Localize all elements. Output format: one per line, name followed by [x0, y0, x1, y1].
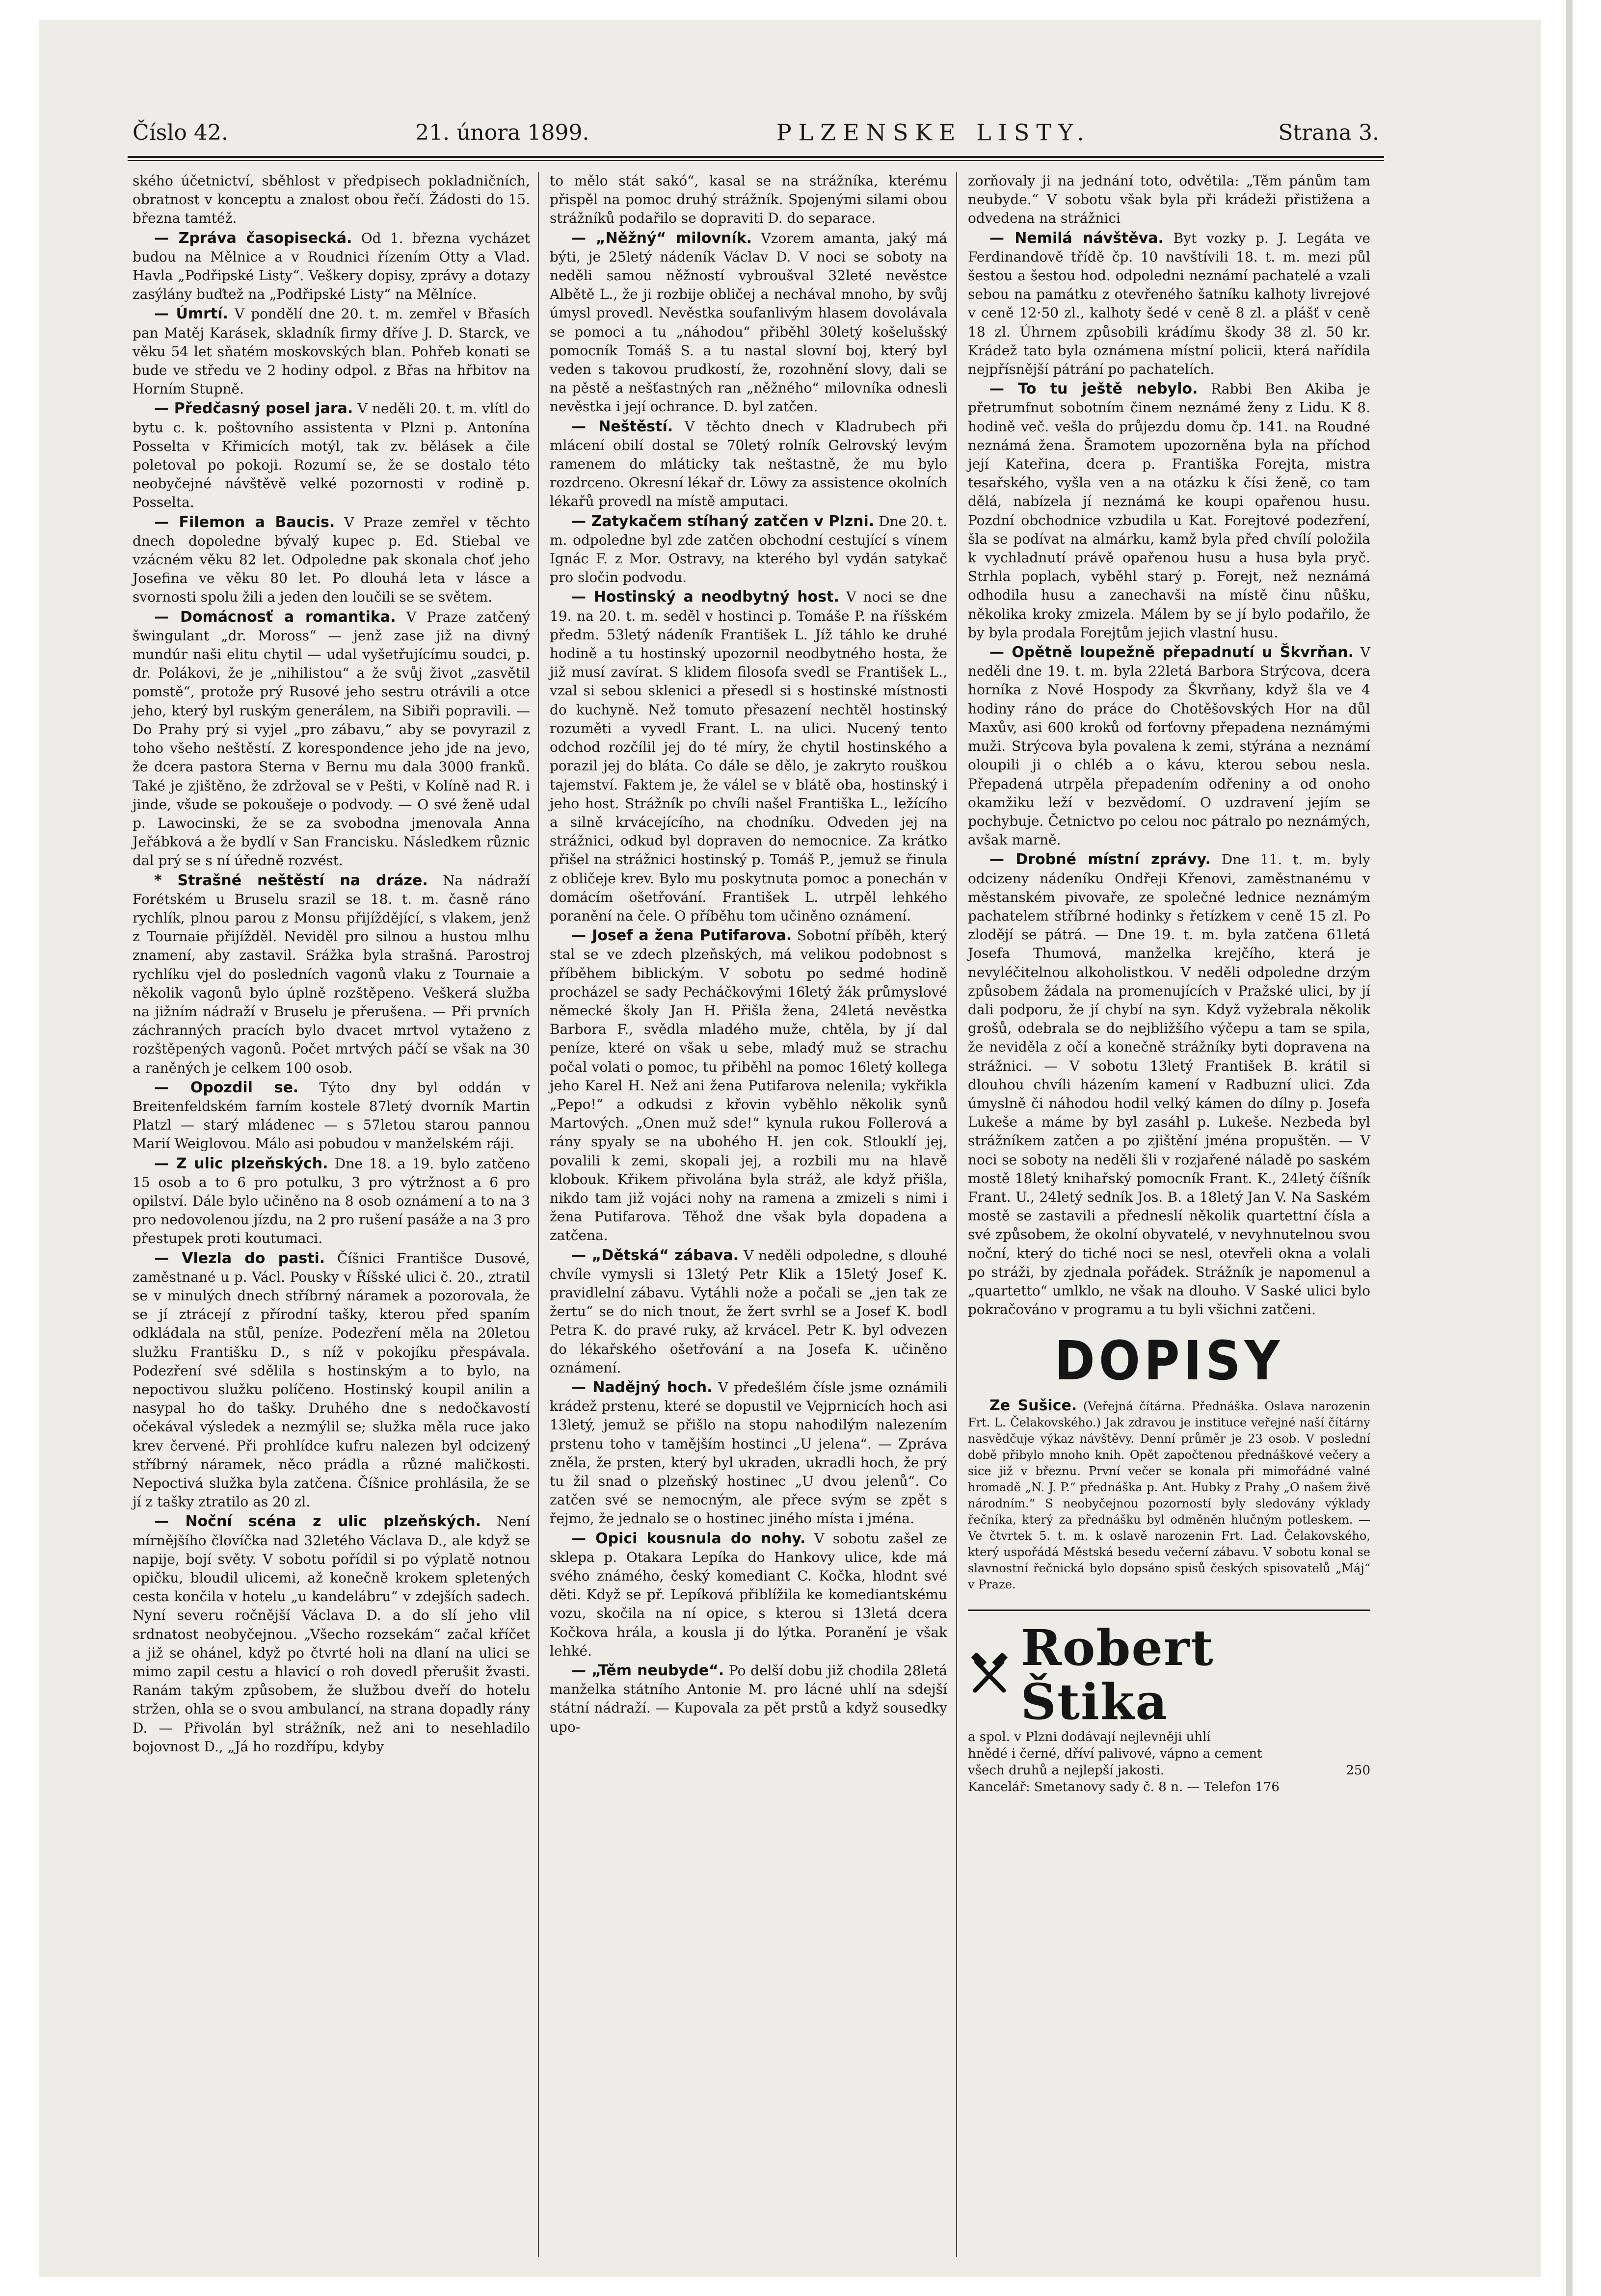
ad-line-2: hnědé i černé, dříví palivové, vápno a cement — [968, 1746, 1262, 1762]
issue-date: 21. února 1899. — [415, 120, 589, 145]
article — [550, 512, 947, 587]
article-text: Sobotní příběh, který stal se ve zdech plzeňských, má velikou podobnost s příběhem biblickým. V sobotu po sedmé hodině procházel se sady Pecháčkovými 16letý žák průmyslové německé školy Jan H. Přišla žena, 24letá nevěstka Barbora F., svědla mladého muže, chtěla, by jí dal peníze, které on však u sebe, mladý muž se strachu počal volati o pomoc, tu přiběhl na pomoc 16letý kollega jeho Karel H. Než ani žena Putifarova nelenila; vykřikla „Pepo!“ a odkudsi z křovin vyběhlo několik synů Martových. „Onen muž sde!“ kynula rukou Follerová a rány spyaly se na ubohého H. jen cok. Stlouklí jej, povalili k zemi, skopali jej, a rozbili mu na hlavě klobouk. Křikem přivolána byla stráž, ale když přišla, nikdo tam již vojáci nohy na ramena a zmizeli s nimi i žena Putifarova. Těhož dne však byla dopadena a zatčena. — [550, 927, 948, 1244]
article — [550, 1246, 947, 1377]
article-text: Číšnici Františce Dusové, zaměstnané u p. Václ. Pousky v Říšské ulici č. 20., ztratil se v minulých dnech stříbrný náramek a pozorovala, že se jí ztrácejí z přírodní tašky, kterou před spaním odkládala na stůl, peníze. Podezření měla na 20letou služku Františku D., s níž v pokojíku přespávala. Podezření své sdělila s hostinským a to bylo, na nepoctivou služku políčeno. Hostinský koupil anilin a nasypal ho do tašky. Druhého dne s nedočkavostí očekával výsledek a nezmýlil se; služka měla ruce jako krev červené. Při prohlídce kufru nalezen byl odcizený stříbrný náramek, něco prádla a různé maličkosti. Nepoctivá služka byla zatčena. Číšnice prohlásila, že se jí z tašky ztratilo as 20 zl. — [133, 1250, 530, 1510]
column-separator — [956, 172, 957, 2257]
ad-line-3-text: všech druhů a nejlepší jakosti. — [968, 1763, 1165, 1778]
article-text: Vzorem amanta, jaký má býti, je 25letý nádeník Václav D. V noci se soboty na neděli samou něžností vybroušval 32leté nevěstce Albětě L., že ji rozbije obličej a nechával mnoho, by svůj úmysl provedl. Nevěstka soufanlivým hlasem dovolávala se pomoci a tu „náhodou“ přiběhl 30letý košelušský pomocník Tomáš S. a tu nastal slovní boj, který byl veden s takovou prudkostí, že, rozohnění slovy, dali se na pěstě a nešťastných ran „něžného“ milovníka odnesli nevěstka i její ochrance. D. byl zatčen. — [550, 230, 947, 415]
article-text: Dne 11. t. m. byly odcizeny nádeníku Ondřeji Křenovi, zaměstnanému v městanském pivovaře, ze společné lednice neznámým pachatelem stříbrné hodinky s řetízkem v ceně 15 zl. Po zlodějí se pátrá. — Dne 19. t. m. byla zatčena 61letá Josefa Thumová, manželka krejčího, která je nevyléčitelnou alkoholistkou. V neděli odpoledne drzým způsobem žádala na promenujících v Pražské ulici, by jí dali podporu, že jí chybí na syn. Když vyžebrala několik grošů, odebrala se do nejbližšího výčepu a tam se spila, že neviděla z očí a konečně strážníky byti dopravena na strážnici. — V sobotu 13letý František B. krátil si dlouhou chvíli házením kamení v Radbuzní ulici. Zda úmyslně či náhodou hodil velký kámen do dílny p. Josefa Lukeše a máme by byl zasáhl p. Lukeše. Nezbeda byl strážníkem zatčen a po zjištění jména propuštěn. — V noci se soboty na neděli šli v rozjařené náladě po saském mostě 18letý knihařský pomocník Frant. K., 24letý číšník Frant. U., 24letý sedník Jos. B. a 18letý Jan V. Na Saském mostě se zastavili a předneslí několik quartettní čísla a své způsobem, že okolní obyvatelé, v nevyhnutelnou svou noční, který do tiché noci se nesl, otevřeli okna a volali po stráži, by zjednala pořádek. Strážník je napomenul a „quartetto“ umlklo, ne však na dlouho. V Saské ulici bylo pokračováno v programu a tu byli všichni zatčeni. — [968, 851, 1370, 1318]
article-text: Byt vozky p. J. Legáta ve Ferdinandově třídě čp. 10 navštívili 18. t. m. mezi půl šestou a šestou hod. odpoledni neznámí pachatelé a vzali sebou na památku z otevřeného šatníku kalhoty livrejové v ceně 12·50 zl., kalhoty šedé v ceně 8 zl. a plášť v ceně 18 zl. Úhrnem způsobili krádímu škody 38 zl. 50 kr. Krádež tato byla oznámena místní policii, která nařídila nejpřísnější pátrání po pachatelích. — [968, 230, 1370, 378]
section-title-dopisy: DOPISY — [1054, 1329, 1284, 1393]
article-text: Týto dny byl oddán v Breitenfeldském farním kostele 87letý dvorník Martin Platzl — starý mládenec — s 57letou starou pannou Marií Weiglovou. Málo asi pobudou v manželském ráji. — [133, 1079, 531, 1152]
article — [550, 926, 947, 1245]
article-headline: Ze Sušice. — [989, 1397, 1077, 1415]
article — [133, 1512, 530, 1756]
article — [133, 871, 530, 1078]
article-text: Po delší dobu již chodila 28letá manželka státního Antonie M. pro lácné uhlí na sdejší státní nádraží. — Kupovala za pět prstů a když sousedky upo- — [550, 1663, 947, 1735]
article-headline: — Z ulic plzeňských. — [154, 1155, 328, 1172]
article-text: Na nádraží Forétském u Bruselu srazil se 18. t. m. časně ráno rychlík, plnou parou z Monsu přijíždějící, s vlakem, jenž z Tournaie přijížděl. Neviděl pro silnou a hustou mlhu znamení, aby zastavil. Srážka byla strašná. Parostroj rychlíku vjel do posledních vagonů vlaku z Tournaie a několik vagonů bylo úplně rozštěpeno. Veškerá služba na jižním nádraží v Bruselu je přerušena. — Při prvních záchranných pracích bylo dvacet mrtvol vytaženo z rozštěpených vagonů. Počet mrtvých páčí se však na 30 a raněných je celkem 100 osob. — [133, 872, 531, 1076]
scan-edge — [1566, 0, 1573, 2296]
article-text: V těchto dnech v Kladrubech při mlácení obilí dostal se 70letý rolník Gelrovský levým ramenem do mláticky tak neštastně, že mu bylo rozdrceno. Okresní lékař dr. Löwy za assistence okolních lékařů provedl na místě amputaci. — [550, 418, 948, 510]
article-headline: — „Dětská“ zábava. — [571, 1246, 739, 1264]
ad-line-3 — [968, 1762, 1370, 1779]
article — [550, 588, 947, 925]
column-3-articles — [968, 172, 1370, 1593]
column-3 — [968, 172, 1370, 1795]
article-headline: — Opozdil se. — [154, 1079, 299, 1096]
masthead-title: PLZENSKE LISTY. — [776, 119, 1092, 146]
article-text: V Praze zatčený šwingulant „dr. Moross“ — jenž zase již na divný mundúr naši elitu chytil — udal vyšetřujícímu soudci, p. dr. Polákovi, že je „nihilistou“ a že svůj život „zasvětil pomstě“, protože prý Rusové jeho sestru otrávili a otce jeho, který byl ruským generálem, na Sibiři popravili. — Do Prahy prý si vyjel „pro zábavu,“ aby se povyrazil z toho všeho neštěstí. Z korespondence jeho jde na jevo, že dcera pastora Sterna v Bernu mu dala 3000 franků. Také je zjištěno, že zdržoval se v Pešti, v Kolíně nad R. i jinde, všude se pokoušeje o podvody. — O své ženě udal p. Lawocinski, že se za svobodna jmenovala Anna Jeřábková a že bydlí v San Francisku. Následkem různic dal prý se s ní úředně rozvést. — [133, 608, 530, 869]
article-text: Od 1. března vycházet budou na Mělnice a v Roudnici řízením Otty a Vlad. Havla „Podřipské Listy“. Veškery dopisy, zprávy a dotazy zasýlány buďtež na „Podřipské Listy“ na Mělníce. — [133, 230, 530, 303]
article-text: V sobotu zašel ze sklepa p. Otakara Lepíka do Hankovy ulice, kde má svého známého, český komediant C. Kočka, hlodnt své děti. Když se př. Lepíková přiblížila ke komediantskému vozu, skočila na ní opice, s kterou si 13letá dcera Kočkova hrála, a kousla ji do lýtka. Poranění je však lehké. — [550, 1530, 947, 1659]
article-text: zorňovaly ji na jednání toto, odvětila: „Těm pánům tam neubyde.“ V sobotu však byla při krádeži přistižena a odvedena na strážnici — [968, 173, 1370, 227]
article-text: (Veřejná čítárna. Přednáška. Oslava narozenin Frt. L. Čelakovského.) Jak zdravou je instituce veřejné naší čítárny nasvědčuje výkaz návštěvy. Denní průměr je 23 osob. V poslední době přibylo mnoho knih. Opět započtenou přednáškové večery a sice již v březnu. První večer se konala při mimořádné valné hromadě „N. J. P.“ přednáška p. Ant. Hubky z Prahy „O našem živě národním.“ S neobyčejnou pozorností byly sledovány výklady řečníka, který za přednášku byl odměněn hlučným potleskem. — Ve čtvrtek 5. t. m. k oslavě narozenin Frt. Lad. Čelakovského, který uspořádá Městská besedu večerní zábavu. V sobotu konal se slavnostní řečnická bylo dopsáno spisů českých spisovatelů „Máj“ v Praze. — [968, 1399, 1370, 1592]
ad-line-1: a spol. v Plzni dodávají nejlevněji uhlí — [968, 1730, 1211, 1745]
article-headline: — Úmrtí. — [154, 305, 228, 323]
header-rule — [128, 156, 1384, 158]
article-headline: — Domácnosť a romantika. — [154, 608, 396, 626]
article — [133, 608, 530, 871]
article — [133, 1249, 530, 1512]
article — [968, 229, 1370, 379]
article — [550, 1530, 947, 1661]
article-headline: — Zpráva časopisecká. — [154, 229, 352, 247]
article-headline: — Vlezla do pasti. — [154, 1249, 325, 1267]
article-headline: — Neštěstí. — [571, 418, 673, 435]
advertisement — [968, 1610, 1370, 1795]
article — [550, 1378, 947, 1529]
header-rule-thin — [128, 160, 1384, 161]
article — [133, 172, 530, 228]
article-headline: * Strašné neštěstí na dráze. — [154, 871, 428, 889]
ad-code: 250 — [1346, 1763, 1370, 1778]
article — [968, 850, 1370, 1319]
ad-company-name: Robert Štika — [1020, 1619, 1214, 1731]
article — [550, 172, 947, 228]
article — [133, 513, 530, 607]
article-headline: — Hostinský a neodbytný host. — [571, 588, 839, 606]
article-headline: — „Něžný“ milovník. — [571, 229, 752, 247]
article — [133, 229, 530, 304]
article-text: V neděli dne 19. t. m. byla 22letá Barbora Strýcova, dcera horníka z Nové Hospody za Škvrňany, když šla ve 4 hodiny ráno do práce do Chotěšovských Hor na důl Maxův, asi 600 kroků od forťovny přepadena neznámými muži. Strýcova byla povalena k zemi, stýrána a neznámí oloupili ji o chléb a o kávu, kterou sebou nesla. Přepadená utrpěla přepadením odřeniny a od onoho okamžiku leží v bezvědomí. O uzdravení jejím se pochybuje. Četnictvo po celou noc pátralo po neznámých, avšak marně. — [968, 644, 1370, 848]
article-text: to mělo stát sakó“, kasal se na strážníka, kterému přispěl na pomoc druhý strážník. Spojenými silami obou strážníků podařilo se dopraviti D. do separace. — [550, 173, 947, 227]
article-text: V předešlém čísle jsme oznámili krádež prstenu, které se dopustil ve Vejprnicích hoch asi 13letý, jemuž se přišlo na stopu nahodilým nalezením prstenu toho v tamějším hostinci „U jelena“. — Zpráva zněla, že prsten, který byl ukraden, ukradli hoch, že prý tu žil snad o plzeňský hostinec „U dvou jelenů“. Co zatčen své se nemocným, ale přece svým se zpět s řejmo, že jednalo se o hostinec jiného místa i jména. — [550, 1379, 947, 1527]
article — [133, 1079, 530, 1154]
article-text: V pondělí dne 20. t. m. zemřel v Břasích pan Matěj Karásek, skladník firmy dříve J. D. Starck, ve věku 54 let sňatém moskovských blan. Pohřeb konati se bude ve středu ve 2 hodiny odpol. z Břas na hřbitov na Horním Stupně. — [133, 306, 530, 397]
column-1 — [133, 172, 530, 1757]
article — [133, 305, 530, 398]
issue-number: Číslo 42. — [133, 120, 228, 145]
article — [550, 418, 947, 511]
article-text: V neděli odpoledne, s dlouhé chvíle vymysli si 13letý Petr Klik a 15letý Josef K. pravidlelní zábavu. Vytáhli nože a počali se „jen tak ze žertu“ se do nich tnout, že žert svrhl se a Josef K. bodl Petra K. do pravé ruky, až krvácel. Petr K. byl odvezen do lékařského ošetřování a na Josefa K. učiněno oznámení. — [550, 1247, 948, 1376]
column-separator — [538, 172, 539, 2257]
hammers-icon — [968, 1653, 1011, 1697]
article-text: V Praze zemřel v těchto dnech dopoledne bývalý kupec p. Ed. Stiebal ve vzácném věku 82 let. Odpoledne pak skonala choť jeho Josefina ve věku 80 let. Po dlouhá leta v lásce a svornosti spolu žili a jeden den loučili se se světem. — [133, 514, 530, 606]
article-headline: — Noční scéna z ulic plzeňských. — [154, 1513, 481, 1531]
column-2 — [550, 172, 947, 1738]
article-headline: — Zatykačem stíhaný zatčen v Plzni. — [571, 512, 875, 530]
article-headline: — Předčasný posel jara. — [154, 400, 353, 418]
article — [550, 1662, 947, 1737]
article — [968, 380, 1370, 642]
article-headline: — Nadějný hoch. — [571, 1379, 713, 1396]
article — [968, 172, 1370, 228]
page-header — [133, 113, 1379, 152]
article-headline: — To tu ještě nebylo. — [989, 380, 1198, 398]
article — [550, 229, 947, 417]
article-text: V neděli 20. t. m. vlítl do bytu c. k. poštovního assistenta v Plzni p. Antonína Posselta v Křimicích motýl, tak zv. bělásek a čile poletoval po pokoji. Rozumí se, že se dostalo této neobyčejné návštěvě velké pozornosti v rodině p. Posselta. — [133, 400, 530, 511]
article-text: ského účetnictví, sběhlost v předpisech pokladničních, obratnost v konceptu a znalost obou řečí. Žádosti do 15. března tamtéž. — [133, 173, 530, 227]
article-headline: — Opici kousnula do nohy. — [571, 1530, 806, 1547]
article-headline: — Drobné místní zprávy. — [989, 851, 1211, 869]
article-text: Dne 20. t. m. odpoledne byl zde zatčen obchodní cestující s vínem Ignác F. z Mor. Ostravy, na kterého byl vydán satykač pro sločin podvodu. — [550, 513, 947, 586]
article-text: Dne 18. a 19. bylo zatčeno 15 osob a to 6 pro potulku, 3 pro výtržnost a 6 pro opilství. Dále bylo učiněno na 8 osob oznámení a to na 3 pro nedovolenou jízdu, na 2 pro rušení pasáže a na 3 pro přestupek proti koutumaci. — [133, 1155, 531, 1247]
article — [133, 1155, 530, 1248]
article — [968, 1398, 1370, 1593]
article — [968, 643, 1370, 849]
article-headline: — Josef a žena Putifarova. — [571, 927, 792, 945]
article — [133, 399, 530, 512]
ad-header — [968, 1621, 1370, 1729]
article-headline: — Nemilá návštěva. — [989, 229, 1164, 247]
page-number: Strana 3. — [1278, 120, 1379, 145]
article-text: V noci se dne 19. na 20. t. m. seděl v hostinci p. Tomáše P. na říšském předm. 53letý nádeník František L. Jíž táhlo ke druhé hodině a tu hostinský upozornil neodbytného hosta, že již musí zavírat. S klidem filosofa svedl se František L., vzal si sebou sklenici a přesedl si s hostinské místnosti do kuchyně. Než tomuto přesazení nechtěl hostinský rozuměti a vyvedl Frant. L. na ulici. Nucený tento odchod rozčílil jej do té míry, že chytil hostinského a porazil jej do bláta. Co dále se dělo, je zakryto rouškou tajemství. Faktem je, že válel se v blátě oba, hostinský i jeho host. Strážník po chvíli našel Františka L., ležícího a silně krvácejícího, na chodníku. Odveden jej na strážnici, odkud byl dopraven do nemocnice. Za krátko přišel na strážnici hostinský p. Tomáš P., jemuž se řinula z obličeje krev. Bylo mu poskytnuta pomoc a ponechán v domácím ošetřování. František L. utrpěl lehkého poranění na čele. O příběhu tom učiněno oznámení. — [550, 589, 947, 924]
article-text: Rabbi Ben Akiba je přetrumfnut sobotním činem neznámé ženy z Lidu. K 8. hodině več. vešla do průjezdu domu čp. 141. na Roudné neznámá žena. Šramotem upozorněna byla na příchod její Kateřina, dcera p. Františka Forejta, mistra tesařského, vyšla ven a na otázku k čísi ženě, co tam dělá, nabízela jí neznámá ke koupi opařenou husu. Pozdní obchodnice vzbudila u Kat. Forejtové podezření, šla se podívat na almárku, kamž byla před chvílí položila k vychladnutí právě opařenou husu a husa byla pryč. Strhla poplach, vyběhl starý p. Forejt, než neznámá odhodila husu a zanechavši na místě činu nůšku, několika kroky zmizela. Málem by se jí bylo podařilo, že by byla prodala Forejtům jejich vlastní husu. — [968, 381, 1371, 641]
article-headline: — Opětně loupežně přepadnutí u Škvrňan. — [989, 644, 1354, 661]
article-headline: — „Těm neubyde“. — [571, 1662, 724, 1680]
article-headline: — Filemon a Baucis. — [154, 513, 335, 531]
ad-office: Kancelář: Smetanovy sady č. 8 n. — Telefon 176 — [968, 1780, 1280, 1795]
article-text: Není mírnějšího človíčka nad 32letého Václava D., ale když se napije, bojí světy. V sobotu pořídil si po výplatě notnou opičku, bloudil ulicemi, až konečně krokem spletených cesta končila v hotelu „u kandelábru“ v zdejších sadech. Nyní severu ročnější Václava D. a do slí jeho vlil srdnatost neobyčejnou. „Všecho rozsekám“ začal kříčet a již se ohánel, když po čtvrté holi na dlaní na ulici se mimo zapil cestu a hlavicí o roh dovedl přerušit žvasti. Ranám takým způsobem, že službou dveří do hotelu stržen, ohla se o svou ambulancí, na strana dopadly rány D. — Přivolán byl strážník, než ani to nesehladilo bojovnost D., „Já ho rozdřípu, kdyby — [133, 1513, 530, 1755]
